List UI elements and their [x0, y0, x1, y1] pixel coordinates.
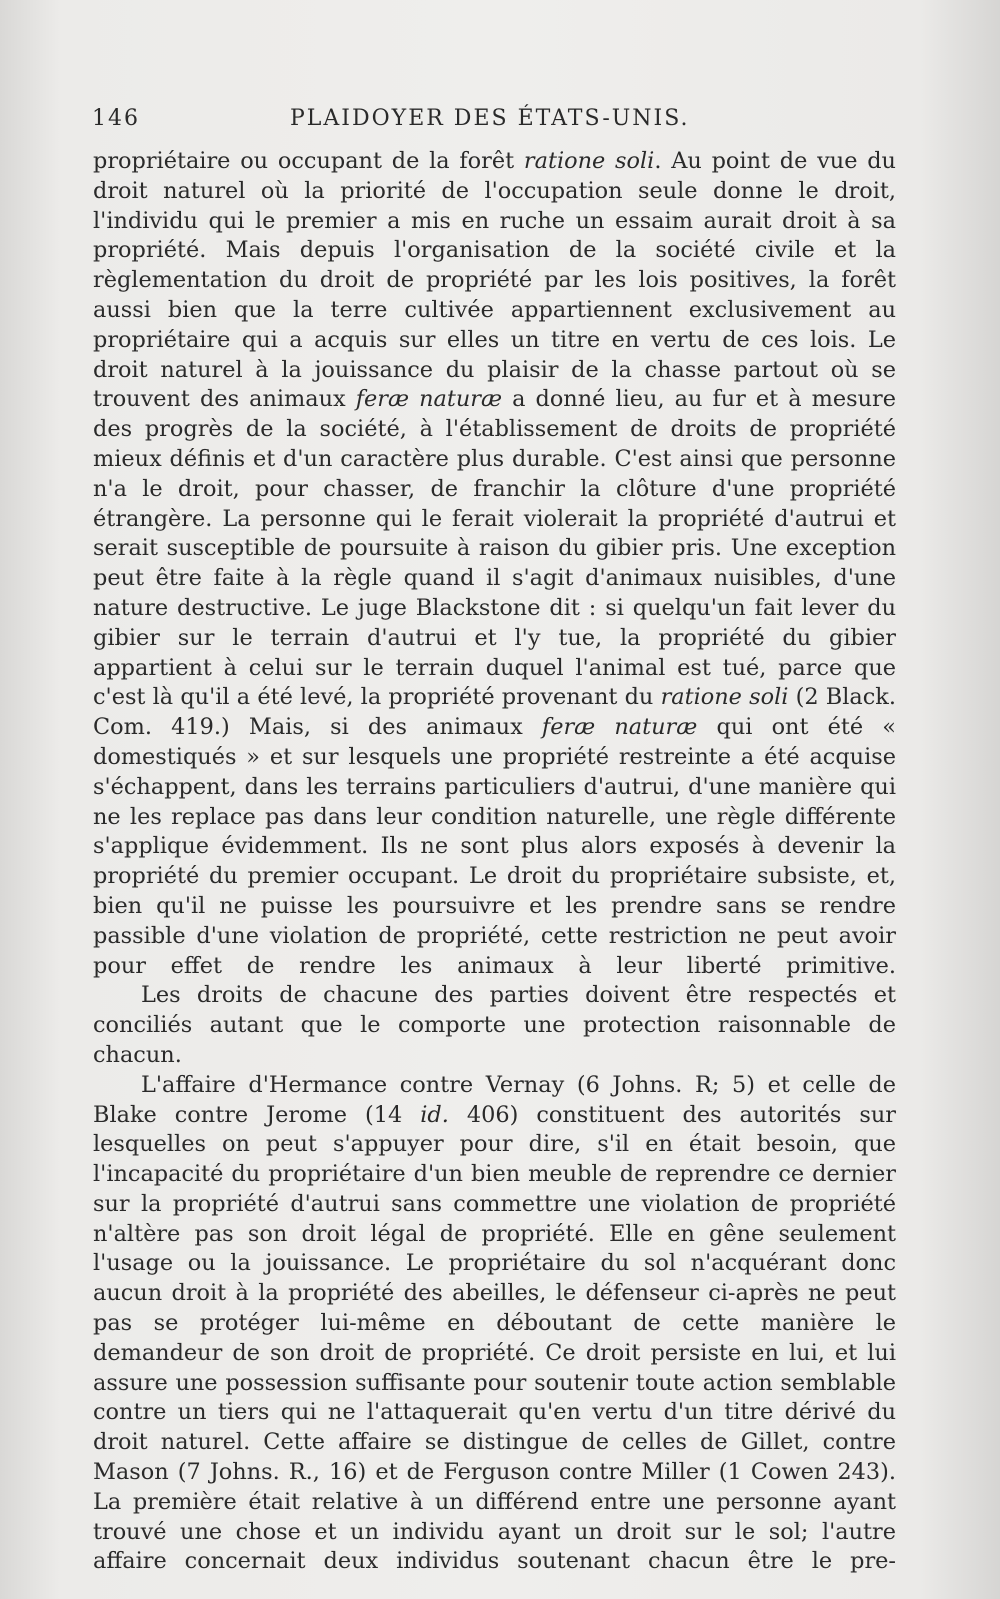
paragraph: [93, 1071, 896, 1578]
text-run: a donné lieu, au fur et à mesure des progrès de la société, à l'établissement de droits de propriété mieux définis et d'un caractère plus durable. C'est ainsi que personne n'a le droit, pour chasser, de franchir la clôture d'une propriété étrangère. La personne qui le ferait violerait la propriété d'autrui et serait susceptible de poursuite à raison du gibier pris. Une exception peut être faite à la règle quand il s'agit d'animaux nuisibles, d'une nature destructive. Le juge Blackstone dit : si quelqu'un fait lever du gibier sur le terrain d'autrui et l'y tue, la propriété du gibier appartient à celui sur le terrain duquel l'animal est tué, parce que c'est là qu'il a été levé, la propriété provenant du: [93, 386, 896, 711]
latin-abbreviation: id.: [420, 1101, 449, 1128]
latin-phrase: ratione soli: [523, 148, 655, 174]
latin-phrase: feræ naturæ: [541, 714, 698, 741]
text-run: 406) constituent des autorités sur lesquelles on peut s'appuyer pour dire, s'il en était besoin, que l'incapacité du propriétaire d'un bien meuble de reprendre ce dernier sur la propriété d'autrui sans commettre une violation de propriété n'altère pas son droit légal de propriété. Elle en gêne seulement l'usage ou la jouissance. Le propriétaire du sol n'acquérant donc aucun droit à la propriété des abeilles, le défenseur ci-après ne peut pas se protéger lui-même en déboutant de cette manière le demandeur de son droit de propriété. Ce droit persiste en lui, et lui assure une possession suffisante pour soutenir toute action semblable contre un tiers qui ne l'attaquerait qu'en vertu d'un titre dérivé du droit naturel. Cette affaire se distingue de celles de Gillet, contre Mason (7 Johns. R., 16) et de Ferguson contre Miller (1 Cowen 243). La première était relative à un différend entre une personne ayant trouvé une chose et un individu ayant un droit sur le sol; l'autre affaire concernait deux individus soutenant chacun être le pre-: [93, 1101, 897, 1575]
running-title: PLAIDOYER DES ÉTATS-UNIS.: [290, 106, 690, 131]
text-run: qui ont été « domestiqués » et sur lesquels une propriété restreinte a été acquise s'échappent, dans les terrains particuliers d'autrui, d'une manière qui ne les replace pas dans leur condition naturelle, une règle différente s'applique évidemment. Ils ne sont plus alors exposés à devenir la propriété du premier occupant. Le droit du propriétaire subsiste, et, bien qu'il ne puisse les poursuivre et les prendre sans se rendre passible d'une violation de propriété, cette restriction ne peut avoir pour effet de rendre les animaux à leur liberté primitive.: [93, 714, 897, 979]
body-text: [93, 147, 896, 1577]
paragraph: [93, 981, 896, 1070]
latin-phrase: feræ naturæ: [355, 386, 503, 413]
text-run: L'affaire d'Hermance contre Vernay (6 Johns. R; 5) et celle de Blake contre Jerome (14: [93, 1071, 896, 1128]
text-run: (2 Black. Com. 419.) Mais, si des animaux: [93, 684, 896, 741]
paragraph: [93, 147, 896, 981]
text-run: Les droits de chacune des parties doivent être respectés et conciliés autant que le comporte une protection raisonnable de chacun.: [93, 982, 896, 1068]
text-run: propriétaire ou occupant de la forêt: [93, 148, 524, 174]
latin-phrase: ratione soli: [660, 684, 789, 711]
text-run: . Au point de vue du droit naturel où la priorité de l'occupation seule donne le droit, l'individu qui le premier a mis en ruche un essaim aurait droit à sa propriété. Mais depuis l'organisation de la société civile et la règlementation du droit de propriété par les lois positives, la forêt aussi bien que la terre cultivée appartiennent exclusivement au propriétaire qui a acquis sur elles un titre en vertu de ces lois. Le droit naturel à la jouissance du plaisir de la chasse partout où se trouvent des animaux: [93, 148, 896, 413]
page-header: [92, 98, 892, 138]
page-number: 146: [92, 106, 140, 131]
